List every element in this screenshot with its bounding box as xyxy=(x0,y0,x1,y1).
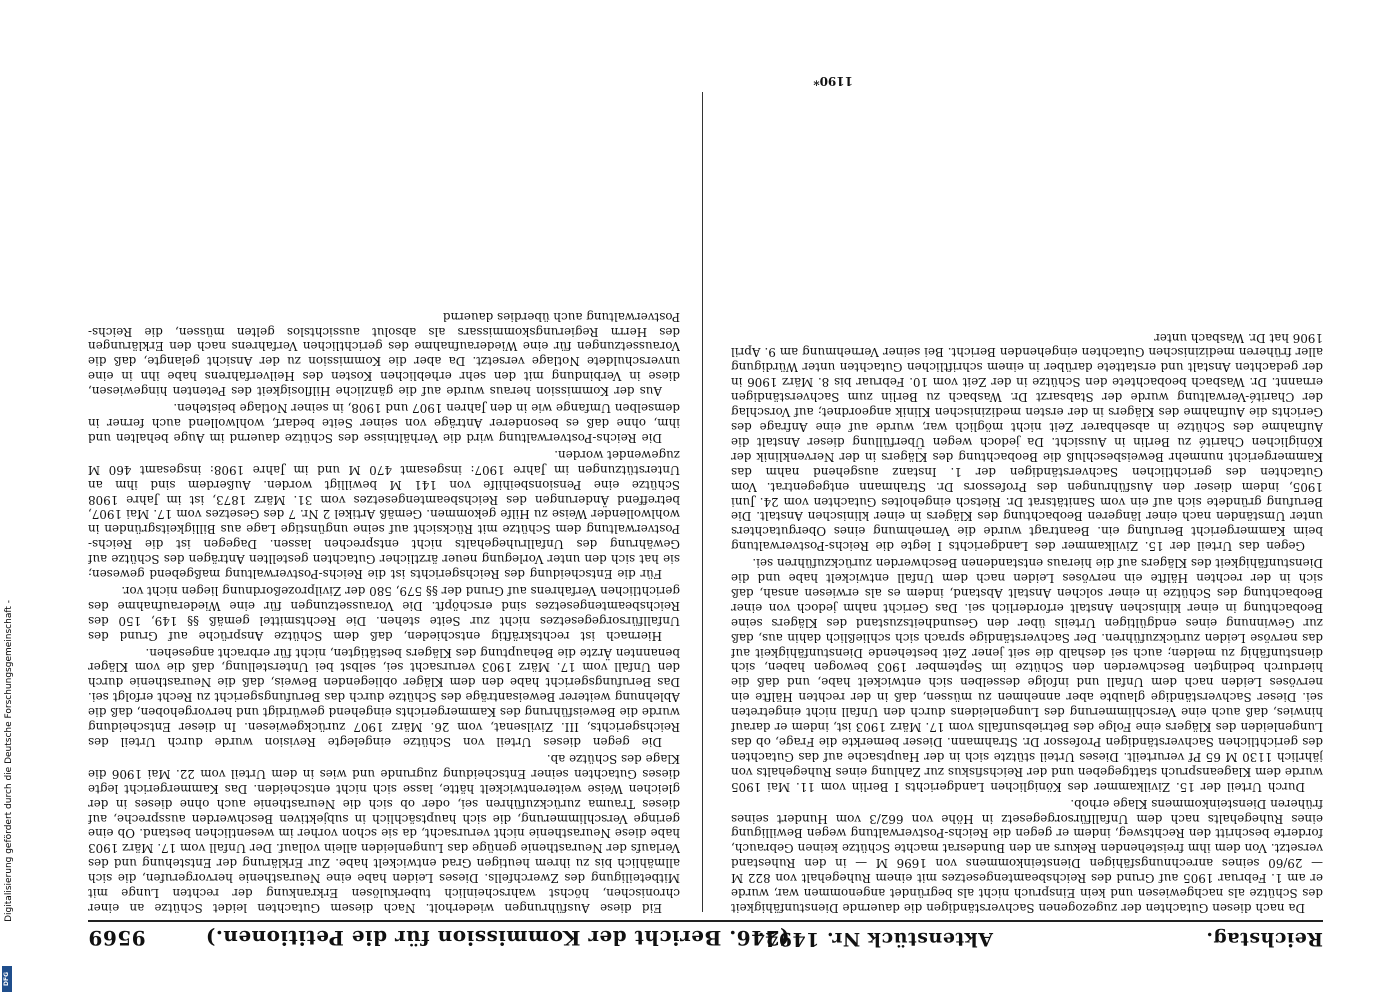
column-divider xyxy=(702,92,703,912)
digitization-credit-text: Digitalisierung gefördert durch die Deutsche Forschungsgemeinschaft - xyxy=(4,600,14,922)
paragraph: Die Reichs-Postverwaltung wird die Verhältnisse des Schütze dauernd im Auge behalten und ihm, ohne daß es besonderer Anträge von seiner Seite bedarf, wohlwollend auch ferner in demselben Umfange wie in den Jahren 1907 und 1908, in seiner Notlage beistehen. xyxy=(88,401,680,445)
footer-page-mark: 1190* xyxy=(813,74,853,88)
left-text-column xyxy=(731,90,1323,915)
paragraph: Die gegen dieses Urteil von Schütze eingelegte Revision wurde durch Urteil des Reichsgerichts, III. Zivilsenat, vom 26. März 1907 zurückgewiesen. In dieser Entscheidung wurde die Beweisführung des Kammergerichts eingehend gewürdigt und hervorgehoben, daß die Ablehnung weiterer Beweisanträge des Schütze durch das Berufungsgericht zu Recht erfolgt sei. Das Berufungsgericht habe den dem Kläger obliegenden Beweis, daß die Neurasthenie durch den Unfall vom 17. März 1903 verursacht sei, selbst bei Unterstellung, daß die vom Kläger benannten Ärzte die Behauptung des Klägers bestätigten, nicht für erbracht angesehen. xyxy=(88,645,680,750)
paragraph: Da nach diesen Gutachten der zugezogenen Sachverständigen die dauernde Dienstunfähigkeit des Schütze als nachgewiesen und kein Einspruch nicht als begründet angenommen war, wurde er am 1. Februar 1905 auf Grund des Reichsbeamtengesetzes mit einem Ruhegehalt von 822 M — 29/60 seines anrechnungsfähigen Diensteinkommens von 1696 M — in den Ruhestand versetzt. Von dem ihm freistehenden Rekurs an den Bundesrat machte Schütze keinen Gebrauch, forderte beschritt den Rechtsweg, indem er gegen die Reichs-Postverwaltung wegen Bewilligung eines Ruhegehalts nach dem Unfallfürsorgegesetz in Höhe von 662/3 vom Hundert seines früheren Diensteinkommens Klage erhob. xyxy=(731,796,1323,915)
paragraph: Durch Urteil der 15. Zivilkammer des Königlichen Landgerichts I Berlin vom 11. Mai 1905 wurde dem Klageanspruch stattgegeben und der Reichsfiskus zur Zahlung eines Ruhegehalts von jährlich 1130 M 65 Pf verurteilt. Dieses Urteil stützte sich in der Hauptsache auf das Gutachten des gerichtlichen Sachverständigen Professor Dr. Strahmann. Dieser bemerkte die Frage, ob das Lungenleiden des Klägers eine Folge des Betriebsunfalls vom 17. März 1903 ist, indem er darauf hinwies, daß auch eine Verschlimmerung des Lungenleidens durch den Unfall nicht eingetreten sei. Dieser Sachverständige glaubte aber annehmen zu müssen, daß in der rechten Hälfte ein nervöses Leiden nach dem Unfall und infolge desselben sich entwickelt habe, und daß die hierdurch bedingten Beschwerden den Schütze im September 1903 bewogen haben, sich dienstunfähig zu melden; auch sei deshalb die seit jener Zeit bestehende Dienstunfähigkeit auf das nervöse Leiden zurückzuführen. Der Sachverständige sprach sich schließlich dahin aus, daß zur Gewinnung eines endgültigen Urteils über den Gesundheitszustand des Klägers seine Beobachtung in einer klinischen Anstalt erforderlich sei. Das Gericht nahm jedoch von einer Beobachtung des Schütze in einer solchen Anstalt Abstand, indem es als erwiesen ansah, daß sich in der rechten Hälfte ein nervöses Leiden nach dem Unfall entwickelt habe und die Dienstunfähigkeit des Klägers auf die hieraus entstandenen Beschwerden zurückzuführen sei. xyxy=(731,556,1323,794)
right-text-column xyxy=(88,90,680,915)
digitization-credit xyxy=(2,600,14,1000)
header-left: Reichstag. xyxy=(1205,928,1323,950)
paragraph: Aus der Kommission heraus wurde auf die gänzliche Hilflosigkeit des Petenten hingewiesen, diese in Verbindung mit den sehr erheblichen Kosten des Heilverfahrens habe ihn in eine unverschuldete Notlage versetzt. Da aber die Kommission zu der Ansicht gelangte, daß die Voraussetzungen für eine Wiederaufnahme des gerichtlichen Verfahrens nach den Erklärungen des Herrn Regierungskommissars als absolut aussichtslos gelten müssen, die Reichs-Postverwaltung auch überdies dauernd xyxy=(88,309,680,399)
header-right-title: (246. Bericht der Kommission für die Petitionen.) xyxy=(205,926,790,950)
header-rule xyxy=(88,920,1323,922)
dfg-logo-icon: DFG xyxy=(2,966,12,992)
paragraph: Hiernach ist rechtskräftig entschieden, daß dem Schütze Ansprüche auf Grund des Unfallfürsorgegesetzes nicht zur Seite stehen. Die Rechtsmittel gemäß §§ 149, 150 des Reichsbeamtengesetzes sind erschöpft. Die Voraussetzungen für eine Wiederaufnahme des gerichtlichen Verfahrens auf Grund der §§ 579, 580 der Zivilprozeßordnung liegen nicht vor. xyxy=(88,583,680,643)
header-center: Aktenstück Nr. 1494. xyxy=(757,928,993,950)
paragraph: Gegen das Urteil der 15. Zivilkammer des Landgerichts I legte die Reichs-Postverwaltung beim Kammergericht Berufung ein. Beantragt wurde die Vernehmung eines Obergutachters unter Umständen nach einer längeren Beobachtung des Klägers in einer klinischen Anstalt. Die Berufung gründete sich auf ein vom Sanitätsrat Dr. Rietsch eingeholtes Gutachten vom 24. Juni 1905, indem dieser den Ausführungen des Professors Dr. Strahmann entgegentrat. Vom Gutachten des gerichtlichen Sachverständigen der 1. Instanz ausgehend nahm das Kammergericht nunmehr Beweisbeschluß die Beobachtung des Klägers in der Nervenklinik der Königlichen Charité zu Berlin in Aussicht. Da jedoch wegen Überfüllung dieser Anstalt die Aufnahme des Schütze in absehbarer Zeit nicht möglich war, wurde auf eine Anfrage des Gerichts die Aufnahme des Klägers in der ersten medizinischen Klinik angeordnet; auf Vorschlag der Charité-Verwaltung wurde der Stabsarzt Dr. Wasbach zu Berlin zum Sachverständigen ernannt. Dr. Wasbach beobachtete den Schütze in der Zeit vom 10. Februar bis 8. März 1906 in der gedachten Anstalt und erstattete darüber in einem schriftlichen Gutachten unter Würdigung aller früheren medizinischen Gutachten eingehenden Bericht. Bei seiner Vernehmung am 9. April 1906 hat Dr. Wasbach unter xyxy=(731,330,1323,554)
paragraph: Eid diese Ausführungen wiederholt. Nach diesem Gutachten leidet Schütze an einer chronischen, höchst wahrscheinlich tuberkulösen Erkrankung der rechten Lunge mit Mitbeteiligung des Zwerchfells. Dieses Leiden habe eine Neurasthenie hervorgerufen, die sich allmählich bis zu ihrem heutigen Grad entwickelt habe. Zur Erklärung der Entstehung und des Verlaufs der Neurasthenie genüge das Lungenleiden allein vollauf. Der Unfall vom 17. März 1903 habe diese Neurasthenie nicht verursacht, da sie schon vorher im wesentlichen bestand. Ob eine geringe Verschlimmerung, die sich hauptsächlich in subjektiven Beschwerden ausspreche, auf dieses Trauma zurückzuführen sei, oder ob sich die Neurasthenie auch ohne dieses in der gleichen Weise weiterentwickelt hätte, lasse sich nicht entscheiden. Das Kammergericht legte dieses Gutachten seiner Entscheidung zugrunde und wies in dem Urteil vom 22. Mai 1906 die Klage des Schütze ab. xyxy=(88,751,680,915)
page-header xyxy=(88,924,1323,954)
header-page-number: 9569 xyxy=(88,926,146,950)
paragraph: Für die Entscheidung des Reichsgerichts ist die Reichs-Postverwaltung maßgebend gewesen; sie hat sich den unter Vorlegung neuer ärztlicher Gutachten gestellten Anträgen des Schütze auf Gewährung des Unfallruhegehalts nicht entsprechen lassen. Dagegen ist die Reichs-Postverwaltung dem Schütze mit Rücksicht auf seine ungünstige Lage aus Billigkeitsgründen in wohlwollender Weise zu Hilfe gekommen. Gemäß Artikel 2 Nr. 7 des Gesetzes vom 17. Mai 1907, betreffend Änderungen des Reichsbeamtengesetzes vom 31. März 1873, ist im Jahre 1908 Schütze eine Pensionsbeihilfe von 141 M bewilligt worden. Außerdem sind ihm an Unterstützungen im Jahre 1907: insgesamt 470 M und im Jahre 1908: insgesamt 460 M zugewendet worden. xyxy=(88,447,680,582)
header-right xyxy=(88,926,789,950)
